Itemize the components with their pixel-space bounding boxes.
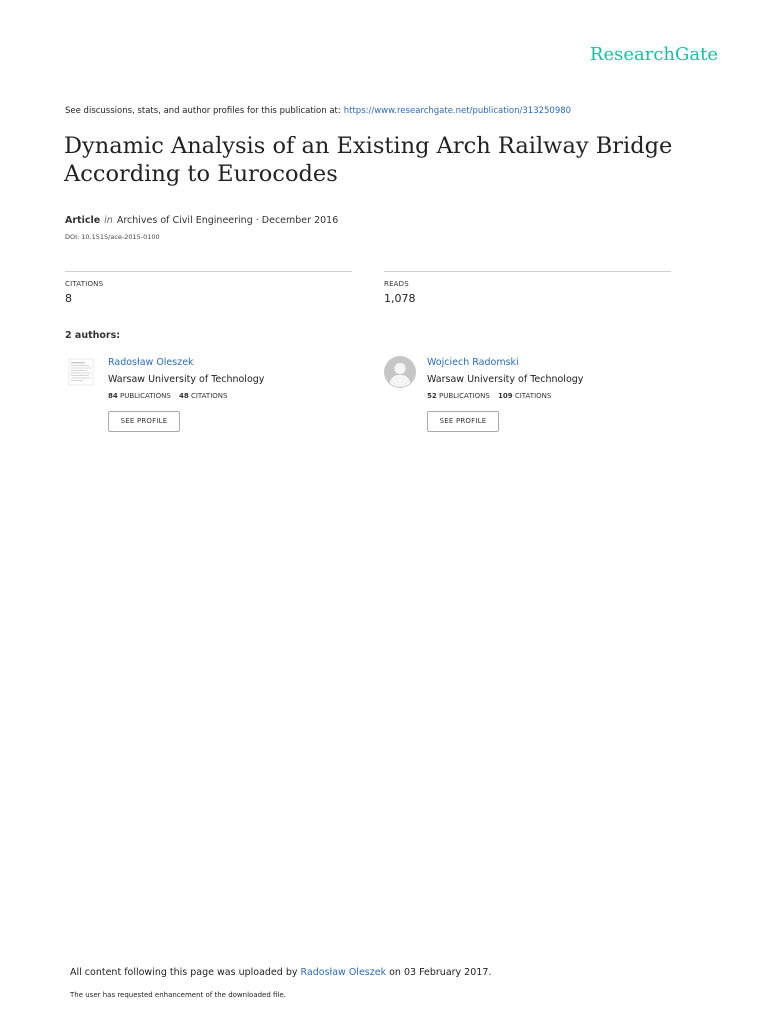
publications-count: 52 <box>427 392 437 400</box>
doi: DOI: 10.1515/ace-2015-0100 <box>65 233 160 241</box>
publication-meta <box>65 215 338 226</box>
author-institution: Warsaw University of Technology <box>427 374 584 385</box>
publications-count: 84 <box>108 392 118 400</box>
discussion-line <box>65 106 571 116</box>
venue-date: Archives of Civil Engineering · December 2016 <box>116 215 339 226</box>
author-counts <box>108 392 227 400</box>
citations-label: CITATIONS <box>514 392 552 400</box>
citations-label: CITATIONS <box>190 392 228 400</box>
authors-heading: 2 authors: <box>65 330 121 341</box>
citations-value: 8 <box>65 292 72 305</box>
author-name-link[interactable]: Radosław Oleszek <box>108 357 194 368</box>
author-card-2 <box>384 356 674 436</box>
author-counts <box>427 392 551 400</box>
publication-title: Dynamic Analysis of an Existing Arch Railway Bridge According to Eurocodes <box>64 133 673 187</box>
author-card-1 <box>65 356 355 436</box>
person-avatar-icon[interactable] <box>384 356 416 388</box>
author-institution: Warsaw University of Technology <box>108 374 265 385</box>
publications-label: PUBLICATIONS <box>438 392 490 400</box>
publications-label: PUBLICATIONS <box>119 392 171 400</box>
see-profile-button[interactable]: SEE PROFILE <box>427 411 499 432</box>
upload-prefix: All content following this page was uploaded by <box>70 967 298 978</box>
in-label: in <box>104 215 113 226</box>
publication-url-link[interactable]: https://www.researchgate.net/publication/313250980 <box>343 106 572 116</box>
reads-stat <box>384 271 671 305</box>
reads-label: READS <box>384 280 409 288</box>
discussion-text: See discussions, stats, and author profiles for this publication at: <box>65 106 341 116</box>
upload-suffix: on 03 February 2017. <box>389 967 492 978</box>
upload-notice <box>70 967 491 978</box>
citations-stat <box>65 271 352 305</box>
uploader-name-link[interactable]: Radosław Oleszek <box>300 967 387 978</box>
see-profile-button[interactable]: SEE PROFILE <box>108 411 180 432</box>
citations-count: 109 <box>498 392 513 400</box>
document-thumbnail-icon[interactable] <box>65 356 97 388</box>
publication-type: Article <box>65 215 101 226</box>
researchgate-logo[interactable]: ResearchGate <box>589 44 718 65</box>
citations-label: CITATIONS <box>65 280 104 288</box>
citations-count: 48 <box>179 392 189 400</box>
footnote: The user has requested enhancement of the downloaded file. <box>70 991 286 999</box>
author-name-link[interactable]: Wojciech Radomski <box>427 357 519 368</box>
reads-value: 1,078 <box>384 292 416 305</box>
